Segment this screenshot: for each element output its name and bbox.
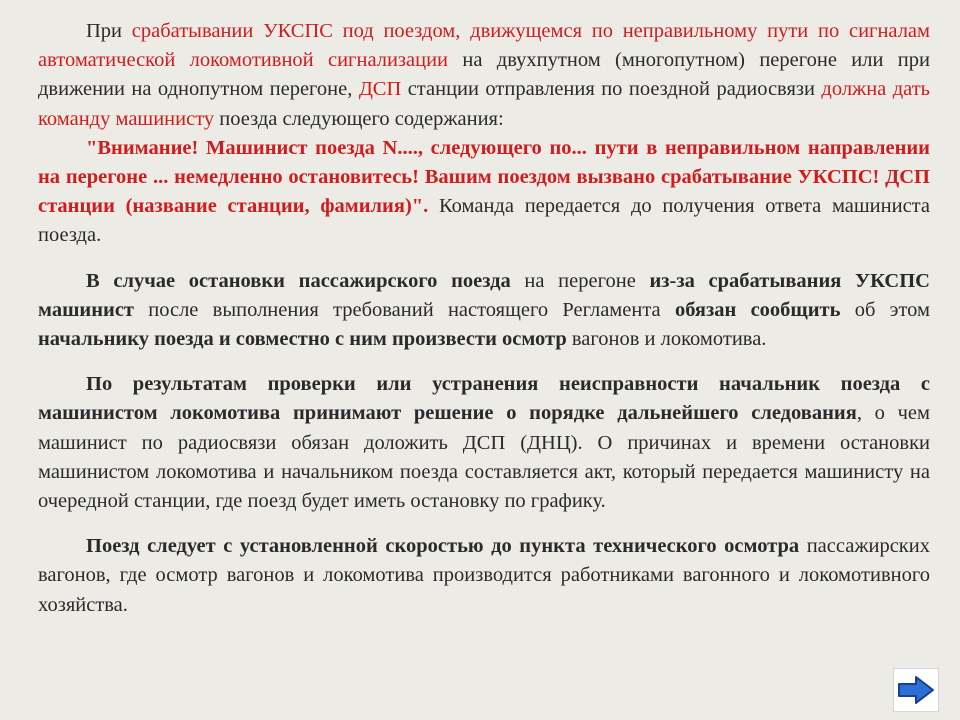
slide-content xyxy=(38,17,930,620)
quoted-command: "Внимание! Машинист поезда N...., следующего по... пути в неправильном направлении на перегоне ... немедленно остановитесь! Вашим поездом вызвано срабатывание УКСПС! ДСП станции (название станции, фамилия)". xyxy=(38,136,930,218)
text-segment: вагонов и локомотива. xyxy=(566,328,767,351)
highlight-segment: срабатывании УКСПС под поездом, движущемся по неправильному пути по сигналам автоматической локомотивной сигнализации xyxy=(38,20,930,72)
paragraph-passenger-train-stop xyxy=(38,267,930,355)
text-segment: поезда следующего содержания: xyxy=(214,107,504,130)
next-slide-button[interactable] xyxy=(893,668,939,712)
highlight-segment: должна дать команду машинисту xyxy=(38,78,931,130)
bold-segment: По результатам проверки или устранения неисправности начальник поезда с машинистом локомотива принимают решение о порядке дальнейшего следования xyxy=(38,373,930,425)
bold-segment: обязан сообщить xyxy=(674,298,841,321)
paragraph-uksps-command-conditions xyxy=(38,17,930,134)
highlight-segment: ДСП xyxy=(358,78,402,101)
text-segment: об этом xyxy=(840,298,930,321)
right-arrow-icon xyxy=(897,675,935,705)
paragraph-radio-command-text xyxy=(38,134,930,251)
text-segment: после выполнения требований настоящего Регламента xyxy=(133,298,675,321)
text-segment: , о чем машинист по радиосвязи обязан доложить ДСП (ДНЦ). О причинах и времени остановки машинистом локомотива и начальником поезда составляется акт, который передается машинисту на очередной станции, где поезд будет иметь остановку по графику. xyxy=(38,402,930,513)
text-segment: пассажирских вагонов, где осмотр вагонов и локомотива производится работниками вагонного и локомотивного хозяйства. xyxy=(38,535,930,616)
bold-segment: начальнику поезда и совместно с ним произвести осмотр xyxy=(38,328,567,351)
paragraph-train-speed xyxy=(38,532,930,620)
text-segment: При xyxy=(86,20,132,42)
bold-segment: из-за срабатывания УКСПС машинист xyxy=(38,269,930,321)
text-segment: на двухпутном (многопутном) перегоне или при движении на однопутном перегоне, xyxy=(38,49,930,101)
bold-segment: Поезд следует с установленной скоростью до пункта технического осмотра xyxy=(86,535,800,558)
paragraph-inspection-results xyxy=(38,370,930,516)
text-segment: Команда передается до получения ответа машиниста поезда. xyxy=(38,195,930,247)
text-segment: станции отправления по поездной радиосвязи xyxy=(401,78,822,101)
bold-segment: В случае остановки пассажирского поезда xyxy=(86,269,511,292)
text-segment: на перегоне xyxy=(510,269,650,292)
